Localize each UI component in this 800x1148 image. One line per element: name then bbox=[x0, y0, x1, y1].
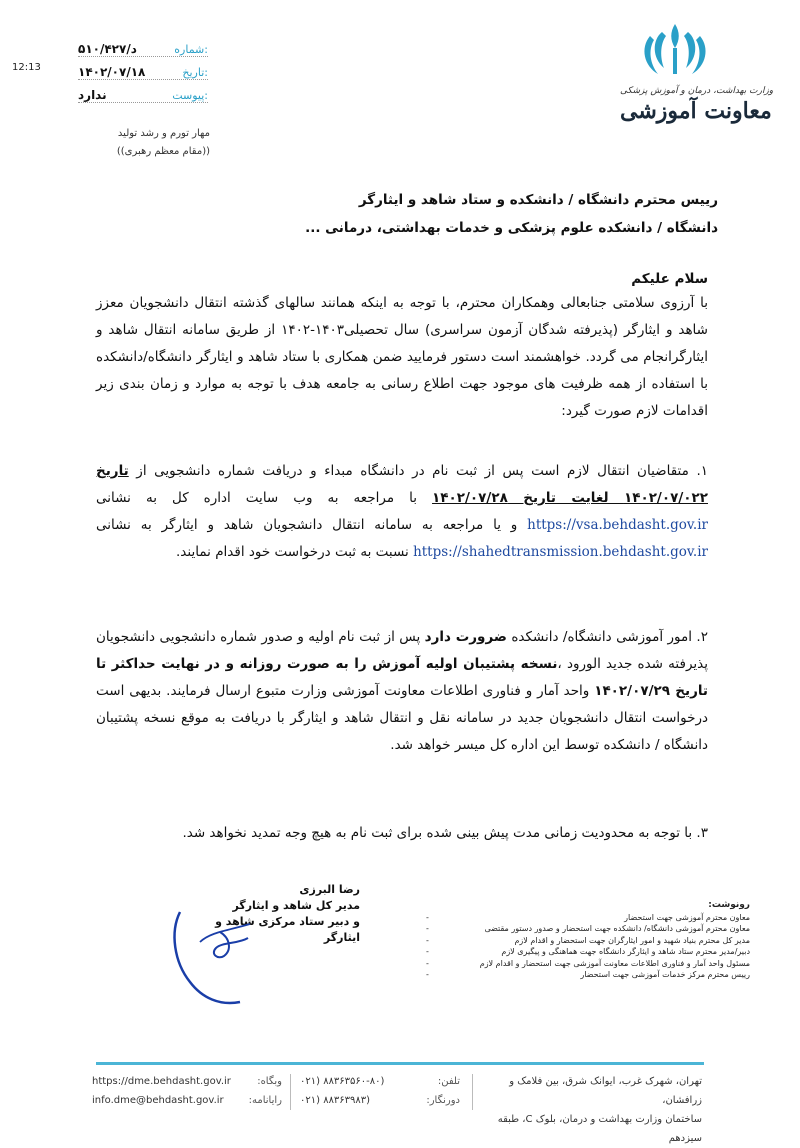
phone-label: تلفن: bbox=[437, 1076, 460, 1087]
salutation: سلام علیکم bbox=[631, 271, 708, 287]
item1-text-a: ۱. متقاضیان انتقال لازم است پس از ثبت نام در دانشگاه مبداء و دریافت شماره دانشجویی از bbox=[128, 463, 708, 479]
date-value: ۱۴۰۲/۰۷/۱۸ bbox=[78, 65, 146, 79]
cc-list bbox=[420, 900, 750, 981]
footer-divider bbox=[96, 1062, 704, 1065]
handwritten-signature bbox=[160, 902, 270, 1012]
fax-row bbox=[300, 1091, 460, 1110]
attachment-label: پیوست: bbox=[172, 89, 208, 102]
number-label: شماره: bbox=[174, 43, 208, 56]
web-label: وبگاه: bbox=[257, 1076, 282, 1087]
phone-value: ۰۲۱) ۸۸۳۶۳۵۶۰-۸۰) bbox=[300, 1076, 385, 1087]
signer-name: رضا البرزی bbox=[299, 883, 360, 896]
item2-necessary: ضرورت دارد bbox=[424, 629, 507, 645]
item1-text-d: و یا مراجعه به سامانه انتقال دانشجویان شاهد و ایثارگر به نشانی bbox=[96, 517, 528, 533]
item1-text-e: نسبت به ثبت درخواست خود اقدام نمایند. bbox=[176, 544, 414, 560]
email-row bbox=[92, 1091, 282, 1110]
cc-item: معاون محترم آموزشی دانشگاه/ دانشکده جهت استحضار و صدور دستور مقتضی - bbox=[426, 924, 750, 933]
item1-date-range: تاریخ ۱۴۰۲/۰۷/۰۲۲ لغایت تاریخ ۱۴۰۲/۰۷/۲۸ bbox=[96, 463, 708, 506]
emblem-icon bbox=[640, 18, 710, 80]
footer-address bbox=[482, 1072, 702, 1148]
footer-web bbox=[92, 1072, 282, 1110]
number-value: ۵۱۰/۴۲۷/د bbox=[78, 42, 137, 56]
item2-deadline: نسخه پشتیبان اولیه آموزش را به صورت روزانه و در نهایت حداکثر تا تاریخ ۱۴۰۲/۰۷/۲۹ bbox=[96, 656, 708, 699]
recipient-line1: رییس محترم دانشگاه / دانشکده و ستاد شاهد و ایثارگر bbox=[358, 192, 718, 208]
fax-value: ۰۲۱) ۸۸۳۶۳۹۸۳) bbox=[300, 1095, 371, 1106]
item2-text-c: پس از ثبت نام اولیه و صدور شماره دانشجویی دانشجویان پذیرفته شده جدید الورود ، bbox=[96, 629, 708, 672]
recipient-line2: دانشگاه / دانشکده علوم پزشکی و خدمات بهداشتی، درمانی ... bbox=[305, 220, 718, 236]
item-2 bbox=[96, 624, 708, 759]
signature-block bbox=[180, 882, 360, 946]
motto-line1: مهار تورم و رشد تولید bbox=[117, 128, 210, 139]
item-1 bbox=[96, 458, 708, 566]
fax-label: دورنگار: bbox=[426, 1095, 460, 1106]
email-label: رایانامه: bbox=[248, 1095, 282, 1106]
letter-meta bbox=[78, 34, 208, 103]
intro-paragraph: با آرزوی سلامتی جنابعالی وهمکاران محترم، با توجه به اینکه همانند سالهای گذشته انتقال دانشجویان معزز شاهد و ایثارگر (پذیرفته شدگان آزمون سراسری) سال تحصیلی۱۴۰۳-۱۴۰۲ از طریق سامانه انتقال شاهد و ایثارگرانجام می گردد. خواهشمند است دستور فرمایید ضمن همکاری با ستاد شاهد و ایثارگر دانشگاه/دانشکده با استفاده از همه ظرفیت های موجود جهت اطلاع رسانی به جامعه هدف با توجه به موارد و زمان بندی زیر اقدامات لازم صورت گیرد: bbox=[96, 295, 708, 419]
signer-title2: و دبیر ستاد مرکزی شاهد و ایثارگر bbox=[215, 915, 360, 944]
motto-line2: ((مقام معظم رهبری)) bbox=[116, 146, 210, 157]
attachment-row bbox=[78, 80, 208, 103]
deputy-title: معاونت آموزشی bbox=[620, 98, 772, 124]
phone-row bbox=[300, 1072, 460, 1091]
date-label: تاریخ: bbox=[182, 66, 208, 79]
footer-separator bbox=[472, 1074, 473, 1110]
cc-item: معاون محترم آموزشی جهت استحضار - bbox=[426, 912, 750, 922]
motto bbox=[70, 125, 210, 161]
email-link[interactable]: info.dme@behdasht.gov.ir bbox=[92, 1095, 224, 1106]
date-row bbox=[78, 57, 208, 80]
address-line1: تهران، شهرک غرب، ایوانک شرق، بین فلامک و زرافشان، bbox=[509, 1076, 702, 1106]
item-3: ۳. با توجه به محدودیت زمانی مدت پیش بینی شده برای ثبت نام به هیچ وجه تمدید نخواهد شد. bbox=[182, 825, 708, 841]
time-stamp: 12:13 bbox=[12, 62, 41, 73]
attachment-value: ندارد bbox=[78, 88, 107, 102]
recipients bbox=[118, 186, 718, 242]
cc-item: مدیر کل محترم بنیاد شهید و امور ایثارگران جهت استحضار و اقدام لازم - bbox=[426, 935, 750, 945]
signer-title1: مدیر کل شاهد و ایثارگر bbox=[232, 899, 360, 912]
shahed-transmission-link[interactable]: https://shahedtransmission.behdasht.gov.ir bbox=[413, 544, 708, 560]
footer-separator bbox=[290, 1074, 291, 1110]
vsa-link[interactable]: https://vsa.behdasht.gov.ir bbox=[527, 517, 708, 533]
ministry-logo bbox=[620, 18, 774, 124]
cc-item: دبیر/مدیر محترم ستاد شاهد و ایثارگر دانشگاه جهت هماهنگی و پیگیری لازم - bbox=[426, 947, 750, 956]
web-row bbox=[92, 1072, 282, 1091]
cc-title: رونوشت: bbox=[708, 900, 750, 910]
cc-item: مسئول واحد آمار و فناوری اطلاعات معاونت آموزشی جهت استحضار و اقدام لازم - bbox=[426, 958, 750, 968]
item2-text-a: ۲. امور آموزشی دانشگاه/ دانشکده bbox=[506, 629, 708, 645]
web-link[interactable]: https://dme.behdasht.gov.ir bbox=[92, 1076, 231, 1087]
number-row bbox=[78, 34, 208, 57]
address-line2: ساختمان وزارت بهداشت و درمان، بلوک C، طبقه سیزدهم bbox=[497, 1114, 702, 1144]
item2-text-e: واحد آمار و فناوری اطلاعات معاونت آموزشی وزارت متبوع ارسال فرمایند. بدیهی است درخواست انتقال دانشجویان جدید در سامانه نقل و انتقال شاهد و ایثارگر با دریافت به موقع نسخه پشتیبان دانشگاه / دانشکده توسط این اداره کل میسر خواهد شد. bbox=[96, 683, 708, 753]
cc-item: رییس محترم مرکز خدمات آموزشی جهت استحضار - bbox=[426, 970, 750, 979]
item1-text-c: با مراجعه به وب سایت اداره کل به نشانی bbox=[96, 490, 433, 506]
footer-phones bbox=[300, 1072, 460, 1110]
ministry-name: وزارت بهداشت، درمان و آموزش پزشکی bbox=[620, 86, 774, 96]
